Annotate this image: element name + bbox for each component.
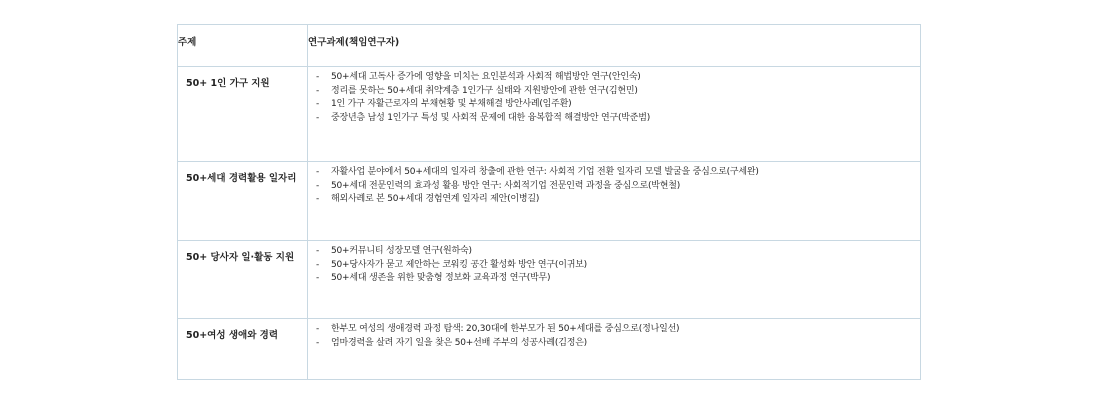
research-table bbox=[177, 24, 921, 380]
table-row bbox=[178, 241, 921, 319]
row-projects bbox=[308, 162, 921, 241]
list-item: - 중장년층 남성 1인가구 특성 및 사회적 문제에 대한 융복합적 해결방안 연구(박준범) bbox=[316, 112, 920, 126]
table-row bbox=[178, 67, 921, 162]
header-topic: 주제 bbox=[178, 25, 308, 67]
list-item: - 해외사례로 본 50+세대 경험연계 일자리 제안(이병길) bbox=[316, 193, 920, 207]
project-list bbox=[308, 67, 920, 125]
row-topic: 50+ 당사자 일·활동 지원 bbox=[178, 241, 308, 319]
row-projects bbox=[308, 67, 921, 162]
table-header-row bbox=[178, 25, 921, 67]
project-list bbox=[308, 319, 920, 350]
list-item: - 엄마경력을 살려 자기 일을 찾은 50+선배 주부의 성공사례(김정은) bbox=[316, 337, 920, 351]
list-item: - 50+세대 전문인력의 효과성 활용 방안 연구: 사회적기업 전문인력 과정을 중심으로(박현철) bbox=[316, 180, 920, 194]
row-projects bbox=[308, 241, 921, 319]
row-topic: 50+세대 경력활용 일자리 bbox=[178, 162, 308, 241]
header-project: 연구과제(책임연구자) bbox=[308, 25, 921, 67]
list-item: - 자활사업 분야에서 50+세대의 일자리 창출에 관한 연구: 사회적 기업 전환 일자리 모델 발굴을 중심으로(구세완) bbox=[316, 166, 920, 180]
list-item: - 50+세대 생존을 위한 맞춤형 정보화 교육과정 연구(박무) bbox=[316, 272, 920, 286]
table-row bbox=[178, 319, 921, 380]
row-projects bbox=[308, 319, 921, 380]
table-row bbox=[178, 162, 921, 241]
list-item: - 50+커뮤니티 성장모델 연구(원하숙) bbox=[316, 245, 920, 259]
list-item: - 50+세대 고독사 증가에 영향을 미치는 요인분석과 사회적 해법방안 연구(안인숙) bbox=[316, 71, 920, 85]
list-item: - 한부모 여성의 생애경력 과정 탐색: 20,30대에 한부모가 된 50+세대를 중심으로(정나일선) bbox=[316, 323, 920, 337]
project-list bbox=[308, 162, 920, 207]
project-list bbox=[308, 241, 920, 286]
list-item: - 정리를 못하는 50+세대 취약계층 1인가구 실태와 지원방안에 관한 연구(김현민) bbox=[316, 85, 920, 99]
row-topic: 50+ 1인 가구 지원 bbox=[178, 67, 308, 162]
list-item: - 50+당사자가 묻고 제안하는 코워킹 공간 활성화 방안 연구(이귀보) bbox=[316, 259, 920, 273]
list-item: - 1인 가구 자활근로자의 부채현황 및 부채해결 방안사례(임주환) bbox=[316, 98, 920, 112]
row-topic: 50+여성 생애와 경력 bbox=[178, 319, 308, 380]
